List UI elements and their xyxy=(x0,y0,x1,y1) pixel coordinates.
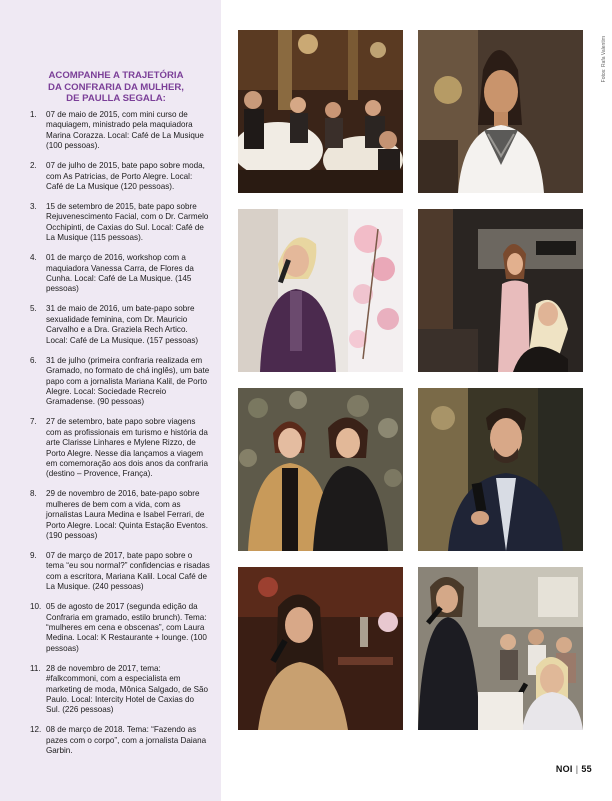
item-number: 11. xyxy=(30,663,41,673)
item-text: 07 de julho de 2015, bate papo sobre moda, com As Patricias, de Porto Alegre. Local: Café de La Musique (120 pessoas). xyxy=(46,161,205,192)
heading-line-3: DE PAULLA SEGALA: xyxy=(66,93,166,104)
item-text: 31 de julho (primeira confraria realizada em Gramado, no formato de chá inglês), um bate papo com a jornalista Mariana Kalil, de Porto Alegre. Local: Sociedade Recreio Gramadense. (90 pessoas) xyxy=(46,355,210,407)
list-item xyxy=(30,356,210,408)
item-number: 4. xyxy=(30,253,37,263)
heading-line-1: ACOMPANHE A TRAJETÓRIA xyxy=(48,70,184,81)
item-text: 31 de maio de 2016, um bate-papo sobre sexualidade feminina, com Dr. Mauricio Carvalho e a Dra. Graziela Rech Artico. Local: Café de La Musique. (157 pessoas) xyxy=(46,304,199,345)
item-number: 3. xyxy=(30,202,37,212)
page-number: 55 xyxy=(581,764,592,774)
photo-makeup-session xyxy=(418,209,583,372)
list-item xyxy=(30,202,210,244)
item-number: 8. xyxy=(30,489,37,499)
event-list xyxy=(30,110,210,766)
sidebar-heading xyxy=(28,70,204,105)
photo-seated-speaker xyxy=(238,567,403,730)
list-item xyxy=(30,489,210,541)
heading-line-2: DA CONFRARIA DA MULHER, xyxy=(48,81,184,93)
item-text: 07 de março de 2017, bate papo sobre o tema “eu sou normal?” confidencias e risadas com a escritora, Mariana Kalil. Local Café de La Musique. (240 pessoas) xyxy=(46,550,210,592)
list-item xyxy=(30,664,210,716)
item-number: 5. xyxy=(30,304,37,314)
list-item xyxy=(30,110,210,152)
photo-speaker-blonde xyxy=(238,209,403,372)
list-item xyxy=(30,161,210,192)
list-item xyxy=(30,304,210,346)
item-number: 9. xyxy=(30,550,37,560)
item-number: 10. xyxy=(30,602,42,612)
item-number: 1. xyxy=(30,110,37,119)
photo-brunch-audience xyxy=(418,567,583,730)
list-item xyxy=(30,725,210,756)
item-text: 29 de novembro de 2016, bate-papo sobre mulheres de bem com a vida, com as jornalistas Laura Medina e Isabel Ferrari, de Porto Alegre. Local: Quinta Estação Eventos. (190 pessoas) xyxy=(46,489,208,540)
list-item xyxy=(30,253,210,295)
sidebar-panel xyxy=(0,0,221,801)
folio-separator: | xyxy=(575,764,579,774)
item-text: 05 de agosto de 2017 (segunda edição da Confraria em gramado, estilo brunch). Tema: “mulheres em cena e obscenas”, com Laura Medina. Local: K Restaurante + lounge. (100 pessoas) xyxy=(46,602,207,653)
photo-speaker-man xyxy=(418,388,583,551)
item-number: 2. xyxy=(30,161,37,171)
photo-portrait-host xyxy=(418,30,583,193)
item-text: 28 de novembro de 2017, tema: #falkcommoni, com a especialista em marketing de moda, Mônica Salgado, de São Paulo. Local: Intercity Hotel de Caxias do Sul. (226 pessoas) xyxy=(46,663,208,715)
item-text: 01 de março de 2016, workshop com a maquiadora Vanessa Carra, de Flores da Cunha. Local: Café de La Musique. (145 pessoas) xyxy=(46,253,194,294)
item-text: 27 de setembro, bate papo sobre viagens com as profissionais em turismo e história da arte Clarisse Linhares e Mylene Rizzo, de Porto Alegre. Nesse dia lançamos a viagem em comemoração aos dois anos da confraria (destino – Provence, França). xyxy=(46,417,208,479)
list-item xyxy=(30,602,210,654)
item-number: 6. xyxy=(30,355,37,365)
item-text: 15 de setembro de 2015, bate papo sobre Rejuvenescimento Facial, com o Dr. Carmelo Occhipinti, de Caxias do Sul. Local: Café de La Musique (115 pessoas). xyxy=(46,202,209,243)
item-text: 07 de maio de 2015, com mini curso de maquiagem, ministrado pela maquiadora Marina Corazza. Local: Café de La Musique (100 pessoas). xyxy=(46,110,204,151)
photo-event-crowd xyxy=(238,30,403,193)
list-item xyxy=(30,417,210,479)
item-number: 7. xyxy=(30,417,37,427)
photo-credit: Fotos: Rafa Valentim xyxy=(601,36,607,83)
magazine-name: NOI xyxy=(555,764,573,774)
item-number: 12. xyxy=(30,725,42,735)
list-item xyxy=(30,551,210,593)
photo-two-women xyxy=(238,388,403,551)
page-folio xyxy=(556,764,592,774)
item-text: 08 de março de 2018. Tema: “Fazendo as pazes com o corpo”, com a jornalista Daiana Garbin. xyxy=(46,725,207,756)
